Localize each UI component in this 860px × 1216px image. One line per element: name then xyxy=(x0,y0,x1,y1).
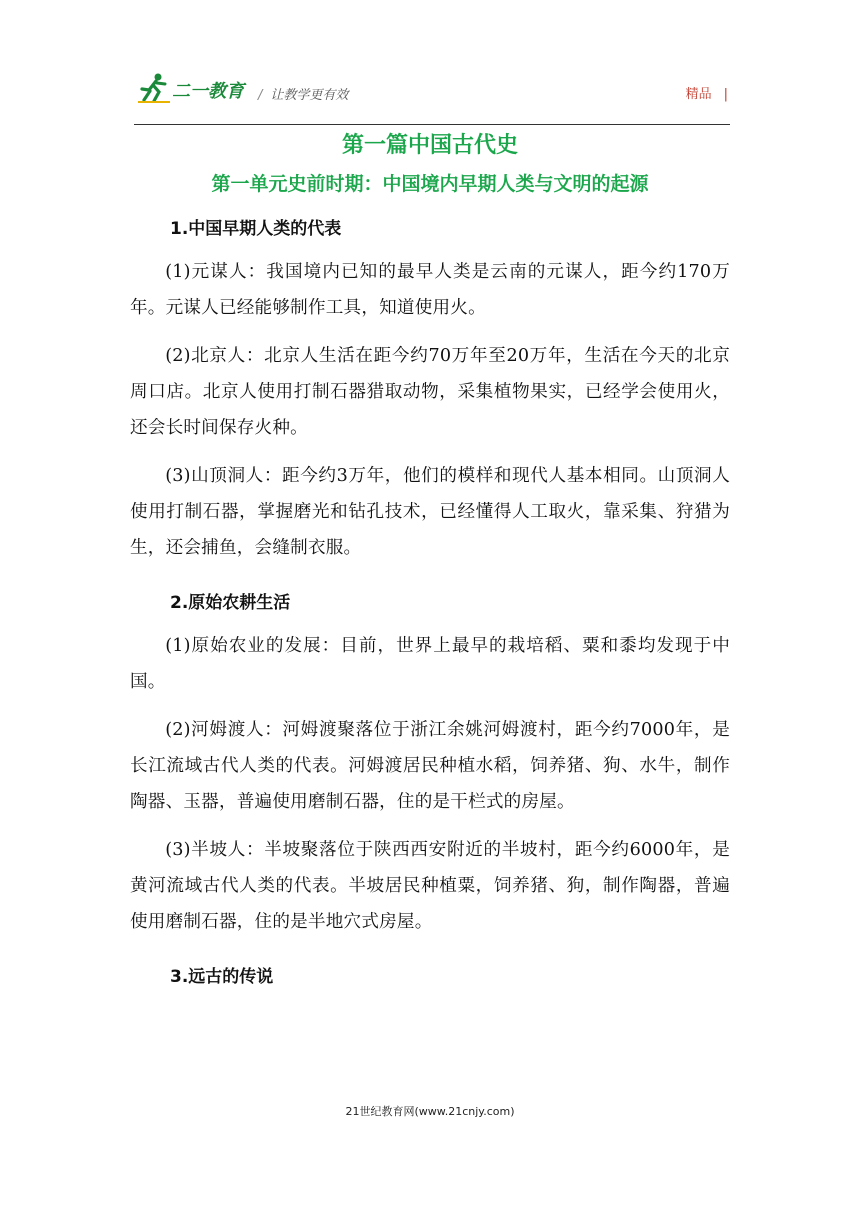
unit-title: 第一单元史前时期：中国境内早期人类与文明的起源 xyxy=(211,173,649,195)
section-heading: 3.远古的传说 xyxy=(170,967,274,987)
paragraph: (3)山顶洞人：距今约3万年，他们的模样和现代人基本相同。山顶洞人使用打制石器，掌握磨光和钻孔技术，已经懂得人工取火，靠采集、狩猎为生，还会捕鱼，会缝制衣服。 xyxy=(130,466,730,558)
page-footer: 21世纪教育网(www.21cnjy.com) xyxy=(345,1105,515,1118)
paragraph: (2)河姆渡人：河姆渡聚落位于浙江余姚河姆渡村，距今约7000年，是长江流域古代人类的代表。河姆渡居民种植水稻，饲养猪、狗、水牛，制作陶器、玉器，普遍使用磨制石器，住的是干栏式的房屋。 xyxy=(130,720,730,812)
quality-badge xyxy=(686,83,728,102)
section-heading: 1.中国早期人类的代表 xyxy=(170,219,342,239)
paragraph: (3)半坡人：半坡聚落位于陕西西安附近的半坡村，距今约6000年，是黄河流域古代人类的代表。半坡居民种植粟，饲养猪、狗，制作陶器，普遍使用磨制石器，住的是半地穴式房屋。 xyxy=(130,840,730,932)
paragraph: (1)元谋人：我国境内已知的最早人类是云南的元谋人，距今约170万年。元谋人已经能够制作工具，知道使用火。 xyxy=(130,262,730,318)
page-title: 第一篇中国古代史 xyxy=(341,133,518,158)
badge-divider: | xyxy=(723,87,728,102)
section-heading: 2.原始农耕生活 xyxy=(170,593,291,613)
slogan-text: 让教学更有效 xyxy=(270,88,349,103)
page-header xyxy=(134,68,730,125)
paragraph: (1)原始农业的发展：目前，世界上最早的栽培稻、粟和黍均发现于中国。 xyxy=(130,636,730,692)
paragraph: (2)北京人：北京人生活在距今约70万年至20万年，生活在今天的北京周口店。北京人使用打制石器猎取动物，采集植物果实，已经学会使用火，还会长时间保存火种。 xyxy=(130,346,730,438)
logo xyxy=(136,72,256,106)
slogan xyxy=(258,84,348,103)
document-body xyxy=(130,128,730,1002)
logo-text: 二一教育 xyxy=(172,81,244,102)
runner-logo-icon xyxy=(136,72,172,106)
slogan-slash: / xyxy=(258,88,263,103)
quality-badge-label: 精品 xyxy=(685,87,712,102)
